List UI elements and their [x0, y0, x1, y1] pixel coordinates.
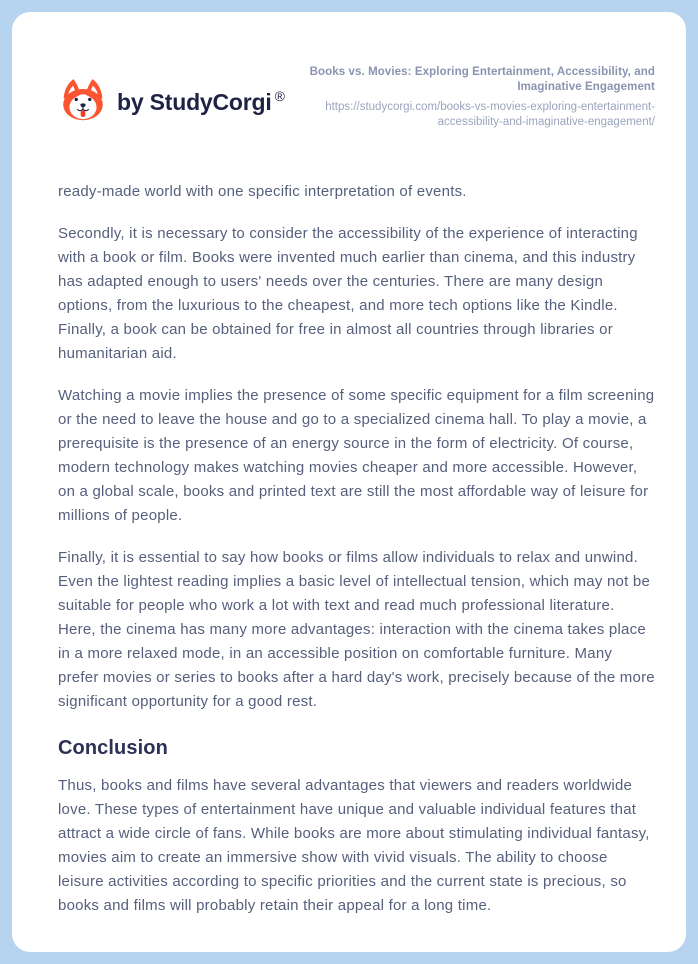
article-paragraph: ready-made world with one specific interpretation of events.: [58, 182, 467, 200]
article-body: [58, 180, 655, 918]
article-paragraph: Finally, it is essential to say how books or films allow individuals to relax and unwind. Even the lightest reading implies a basic level of intellectual tension, which may not be suitable for people who work a lot with text and read much professional literature. Here, the cinema has many more advantages: interaction with the cinema takes place in a more relaxed mode, in an accessible position on comfortable furniture. Many prefer movies or series to books after a hard day's work, precisely because of the more significant opportunity for a good rest.: [58, 548, 655, 710]
article-paragraph: Thus, books and films have several advantages that viewers and readers worldwide love. These types of entertainment have unique and valuable individual features that attract a wide circle of fans. While books are more about stimulating individual fantasy, movies aim to create an immersive show with vivid visuals. The ability to choose leisure activities according to specific priorities and the current state is precious, so books and films will probably retain their appeal for a long time.: [58, 776, 650, 914]
article-paragraph: Watching a movie implies the presence of some specific equipment for a film screening or the need to leave the house and go to a specialized cinema hall. To play a movie, a prerequisite is the presence of an energy source in the form of electricity. Of course, modern technology makes watching movies cheaper and more accessible. However, on a global scale, books and printed text are still the most affordable way of leisure for millions of people.: [58, 386, 655, 524]
document-title: Books vs. Movies: Exploring Entertainment, Accessibility, and Imaginative Engagement: [309, 66, 655, 93]
document-meta: [303, 65, 655, 130]
studycorgi-logo: [58, 76, 285, 128]
card-header: [58, 60, 655, 130]
article-card: [12, 12, 686, 952]
document-url[interactable]: https://studycorgi.com/books-vs-movies-exploring-entertainment-accessibility-and-imaginative-engagement/: [325, 100, 655, 128]
conclusion-heading: Conclusion: [58, 736, 168, 759]
article-paragraph: Secondly, it is necessary to consider the accessibility of the experience of interacting with a book or film. Books were invented much earlier than cinema, and this industry has adapted enough to users' needs over the centuries. There are many design options, from the luxurious to the cheapest, and more tech options like the Kindle. Finally, a book can be obtained for free in almost all countries through libraries or humanitarian aid.: [58, 224, 638, 362]
corgi-logo-icon: [58, 76, 108, 128]
registered-trademark: ®: [274, 88, 285, 104]
logo-wordmark: by StudyCorgi ®: [117, 88, 285, 115]
